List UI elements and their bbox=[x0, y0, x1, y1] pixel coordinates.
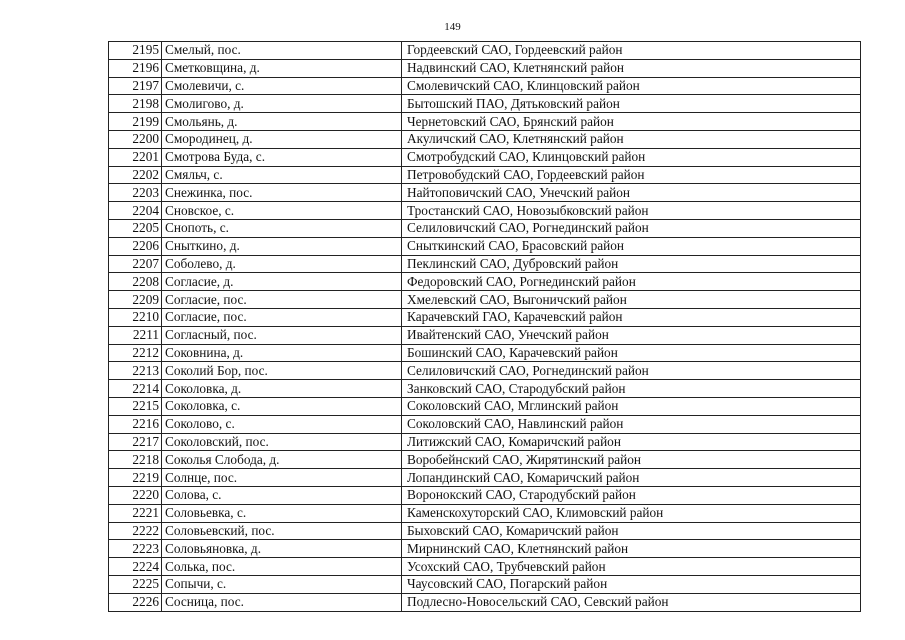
settlement-name-cell: Соловьевский, пос. bbox=[162, 522, 402, 540]
administration-cell: Ивайтенский САО, Унечский район bbox=[402, 326, 861, 344]
administration-cell: Надвинский САО, Клетнянский район bbox=[402, 59, 861, 77]
table-row bbox=[109, 308, 861, 326]
table-row bbox=[109, 113, 861, 131]
row-number-cell: 2202 bbox=[109, 166, 162, 184]
settlement-name-cell: Согласие, пос. bbox=[162, 291, 402, 309]
row-number-cell: 2223 bbox=[109, 540, 162, 558]
settlement-name-cell: Соколья Слобода, д. bbox=[162, 451, 402, 469]
table-row bbox=[109, 184, 861, 202]
row-number-cell: 2209 bbox=[109, 291, 162, 309]
administration-cell: Сныткинский САО, Брасовский район bbox=[402, 237, 861, 255]
row-number-cell: 2212 bbox=[109, 344, 162, 362]
table-row bbox=[109, 59, 861, 77]
row-number-cell: 2210 bbox=[109, 308, 162, 326]
administration-cell: Федоровский САО, Рогнединский район bbox=[402, 273, 861, 291]
administration-cell: Соколовский САО, Навлинский район bbox=[402, 415, 861, 433]
table-row bbox=[109, 575, 861, 593]
settlement-name-cell: Соколий Бор, пос. bbox=[162, 362, 402, 380]
table-row bbox=[109, 380, 861, 398]
settlement-name-cell: Соколовский, пос. bbox=[162, 433, 402, 451]
settlement-name-cell: Смольянь, д. bbox=[162, 113, 402, 131]
row-number-cell: 2199 bbox=[109, 113, 162, 131]
settlement-name-cell: Смолигово, д. bbox=[162, 95, 402, 113]
row-number-cell: 2219 bbox=[109, 469, 162, 487]
settlement-name-cell: Соловьяновка, д. bbox=[162, 540, 402, 558]
row-number-cell: 2196 bbox=[109, 59, 162, 77]
administration-cell: Соколовский САО, Мглинский район bbox=[402, 397, 861, 415]
row-number-cell: 2214 bbox=[109, 380, 162, 398]
table-row bbox=[109, 397, 861, 415]
row-number-cell: 2195 bbox=[109, 42, 162, 60]
settlement-name-cell: Соловьевка, с. bbox=[162, 504, 402, 522]
table-row bbox=[109, 433, 861, 451]
table-row bbox=[109, 593, 861, 611]
table-row bbox=[109, 273, 861, 291]
table-row bbox=[109, 522, 861, 540]
row-number-cell: 2197 bbox=[109, 77, 162, 95]
table-row bbox=[109, 148, 861, 166]
settlement-name-cell: Снопоть, с. bbox=[162, 219, 402, 237]
administration-cell: Чаусовский САО, Погарский район bbox=[402, 575, 861, 593]
settlement-name-cell: Солька, пос. bbox=[162, 558, 402, 576]
row-number-cell: 2220 bbox=[109, 486, 162, 504]
administration-cell: Лопандинский САО, Комаричский район bbox=[402, 469, 861, 487]
row-number-cell: 2207 bbox=[109, 255, 162, 273]
row-number-cell: 2222 bbox=[109, 522, 162, 540]
administration-cell: Быховский САО, Комаричский район bbox=[402, 522, 861, 540]
row-number-cell: 2211 bbox=[109, 326, 162, 344]
administration-cell: Петровобудский САО, Гордеевский район bbox=[402, 166, 861, 184]
row-number-cell: 2215 bbox=[109, 397, 162, 415]
table-row bbox=[109, 540, 861, 558]
settlement-name-cell: Соколовка, д. bbox=[162, 380, 402, 398]
administration-cell: Подлесно-Новосельский САО, Севский район bbox=[402, 593, 861, 611]
settlement-name-cell: Сосница, пос. bbox=[162, 593, 402, 611]
settlement-name-cell: Солова, с. bbox=[162, 486, 402, 504]
table-row bbox=[109, 344, 861, 362]
settlement-name-cell: Соколовка, с. bbox=[162, 397, 402, 415]
settlements-table bbox=[108, 41, 861, 612]
table-row bbox=[109, 42, 861, 60]
row-number-cell: 2225 bbox=[109, 575, 162, 593]
administration-cell: Воробейнский САО, Жирятинский район bbox=[402, 451, 861, 469]
administration-cell: Хмелевский САО, Выгоничский район bbox=[402, 291, 861, 309]
settlement-name-cell: Сныткино, д. bbox=[162, 237, 402, 255]
table-row bbox=[109, 166, 861, 184]
administration-cell: Смолевичский САО, Клинцовский район bbox=[402, 77, 861, 95]
settlement-name-cell: Смотрова Буда, с. bbox=[162, 148, 402, 166]
table-row bbox=[109, 77, 861, 95]
row-number-cell: 2208 bbox=[109, 273, 162, 291]
administration-cell: Бошинский САО, Карачевский район bbox=[402, 344, 861, 362]
table-row bbox=[109, 469, 861, 487]
table-row bbox=[109, 219, 861, 237]
administration-cell: Каменскохуторский САО, Климовский район bbox=[402, 504, 861, 522]
administration-cell: Гордеевский САО, Гордеевский район bbox=[402, 42, 861, 60]
table-row bbox=[109, 558, 861, 576]
administration-cell: Акуличский САО, Клетнянский район bbox=[402, 130, 861, 148]
settlement-name-cell: Сметковщина, д. bbox=[162, 59, 402, 77]
settlement-name-cell: Смолевичи, с. bbox=[162, 77, 402, 95]
settlement-name-cell: Сопычи, с. bbox=[162, 575, 402, 593]
row-number-cell: 2201 bbox=[109, 148, 162, 166]
row-number-cell: 2200 bbox=[109, 130, 162, 148]
administration-cell: Бытошский ПАО, Дятьковский район bbox=[402, 95, 861, 113]
table-row bbox=[109, 291, 861, 309]
table-row bbox=[109, 95, 861, 113]
table-row bbox=[109, 237, 861, 255]
row-number-cell: 2213 bbox=[109, 362, 162, 380]
row-number-cell: 2198 bbox=[109, 95, 162, 113]
settlement-name-cell: Соковнина, д. bbox=[162, 344, 402, 362]
table-row bbox=[109, 504, 861, 522]
administration-cell: Тростанский САО, Новозыбковский район bbox=[402, 202, 861, 220]
table-row bbox=[109, 451, 861, 469]
settlement-name-cell: Снежинка, пос. bbox=[162, 184, 402, 202]
administration-cell: Усохский САО, Трубчевский район bbox=[402, 558, 861, 576]
settlement-name-cell: Смородинец, д. bbox=[162, 130, 402, 148]
row-number-cell: 2205 bbox=[109, 219, 162, 237]
row-number-cell: 2224 bbox=[109, 558, 162, 576]
administration-cell: Селиловичский САО, Рогнединский район bbox=[402, 219, 861, 237]
settlement-name-cell: Смяльч, с. bbox=[162, 166, 402, 184]
settlement-name-cell: Согласие, д. bbox=[162, 273, 402, 291]
settlements-table-body bbox=[109, 42, 861, 612]
table-row bbox=[109, 255, 861, 273]
table-row bbox=[109, 326, 861, 344]
administration-cell: Чернетовский САО, Брянский район bbox=[402, 113, 861, 131]
administration-cell: Пеклинский САО, Дубровский район bbox=[402, 255, 861, 273]
administration-cell: Воронокский САО, Стародубский район bbox=[402, 486, 861, 504]
row-number-cell: 2206 bbox=[109, 237, 162, 255]
settlement-name-cell: Соболево, д. bbox=[162, 255, 402, 273]
row-number-cell: 2218 bbox=[109, 451, 162, 469]
administration-cell: Селиловичский САО, Рогнединский район bbox=[402, 362, 861, 380]
table-row bbox=[109, 486, 861, 504]
settlement-name-cell: Сновское, с. bbox=[162, 202, 402, 220]
settlement-name-cell: Согласный, пос. bbox=[162, 326, 402, 344]
row-number-cell: 2204 bbox=[109, 202, 162, 220]
table-row bbox=[109, 415, 861, 433]
administration-cell: Литижский САО, Комаричский район bbox=[402, 433, 861, 451]
settlement-name-cell: Солнце, пос. bbox=[162, 469, 402, 487]
administration-cell: Занковский САО, Стародубский район bbox=[402, 380, 861, 398]
administration-cell: Найтоповичский САО, Унечский район bbox=[402, 184, 861, 202]
row-number-cell: 2216 bbox=[109, 415, 162, 433]
settlement-name-cell: Соколово, с. bbox=[162, 415, 402, 433]
table-row bbox=[109, 362, 861, 380]
administration-cell: Мирнинский САО, Клетнянский район bbox=[402, 540, 861, 558]
settlement-name-cell: Смелый, пос. bbox=[162, 42, 402, 60]
administration-cell: Карачевский ГАО, Карачевский район bbox=[402, 308, 861, 326]
row-number-cell: 2217 bbox=[109, 433, 162, 451]
settlement-name-cell: Согласие, пос. bbox=[162, 308, 402, 326]
page-number: 149 bbox=[444, 21, 461, 33]
table-row bbox=[109, 130, 861, 148]
table-row bbox=[109, 202, 861, 220]
row-number-cell: 2221 bbox=[109, 504, 162, 522]
row-number-cell: 2226 bbox=[109, 593, 162, 611]
row-number-cell: 2203 bbox=[109, 184, 162, 202]
administration-cell: Смотробудский САО, Клинцовский район bbox=[402, 148, 861, 166]
